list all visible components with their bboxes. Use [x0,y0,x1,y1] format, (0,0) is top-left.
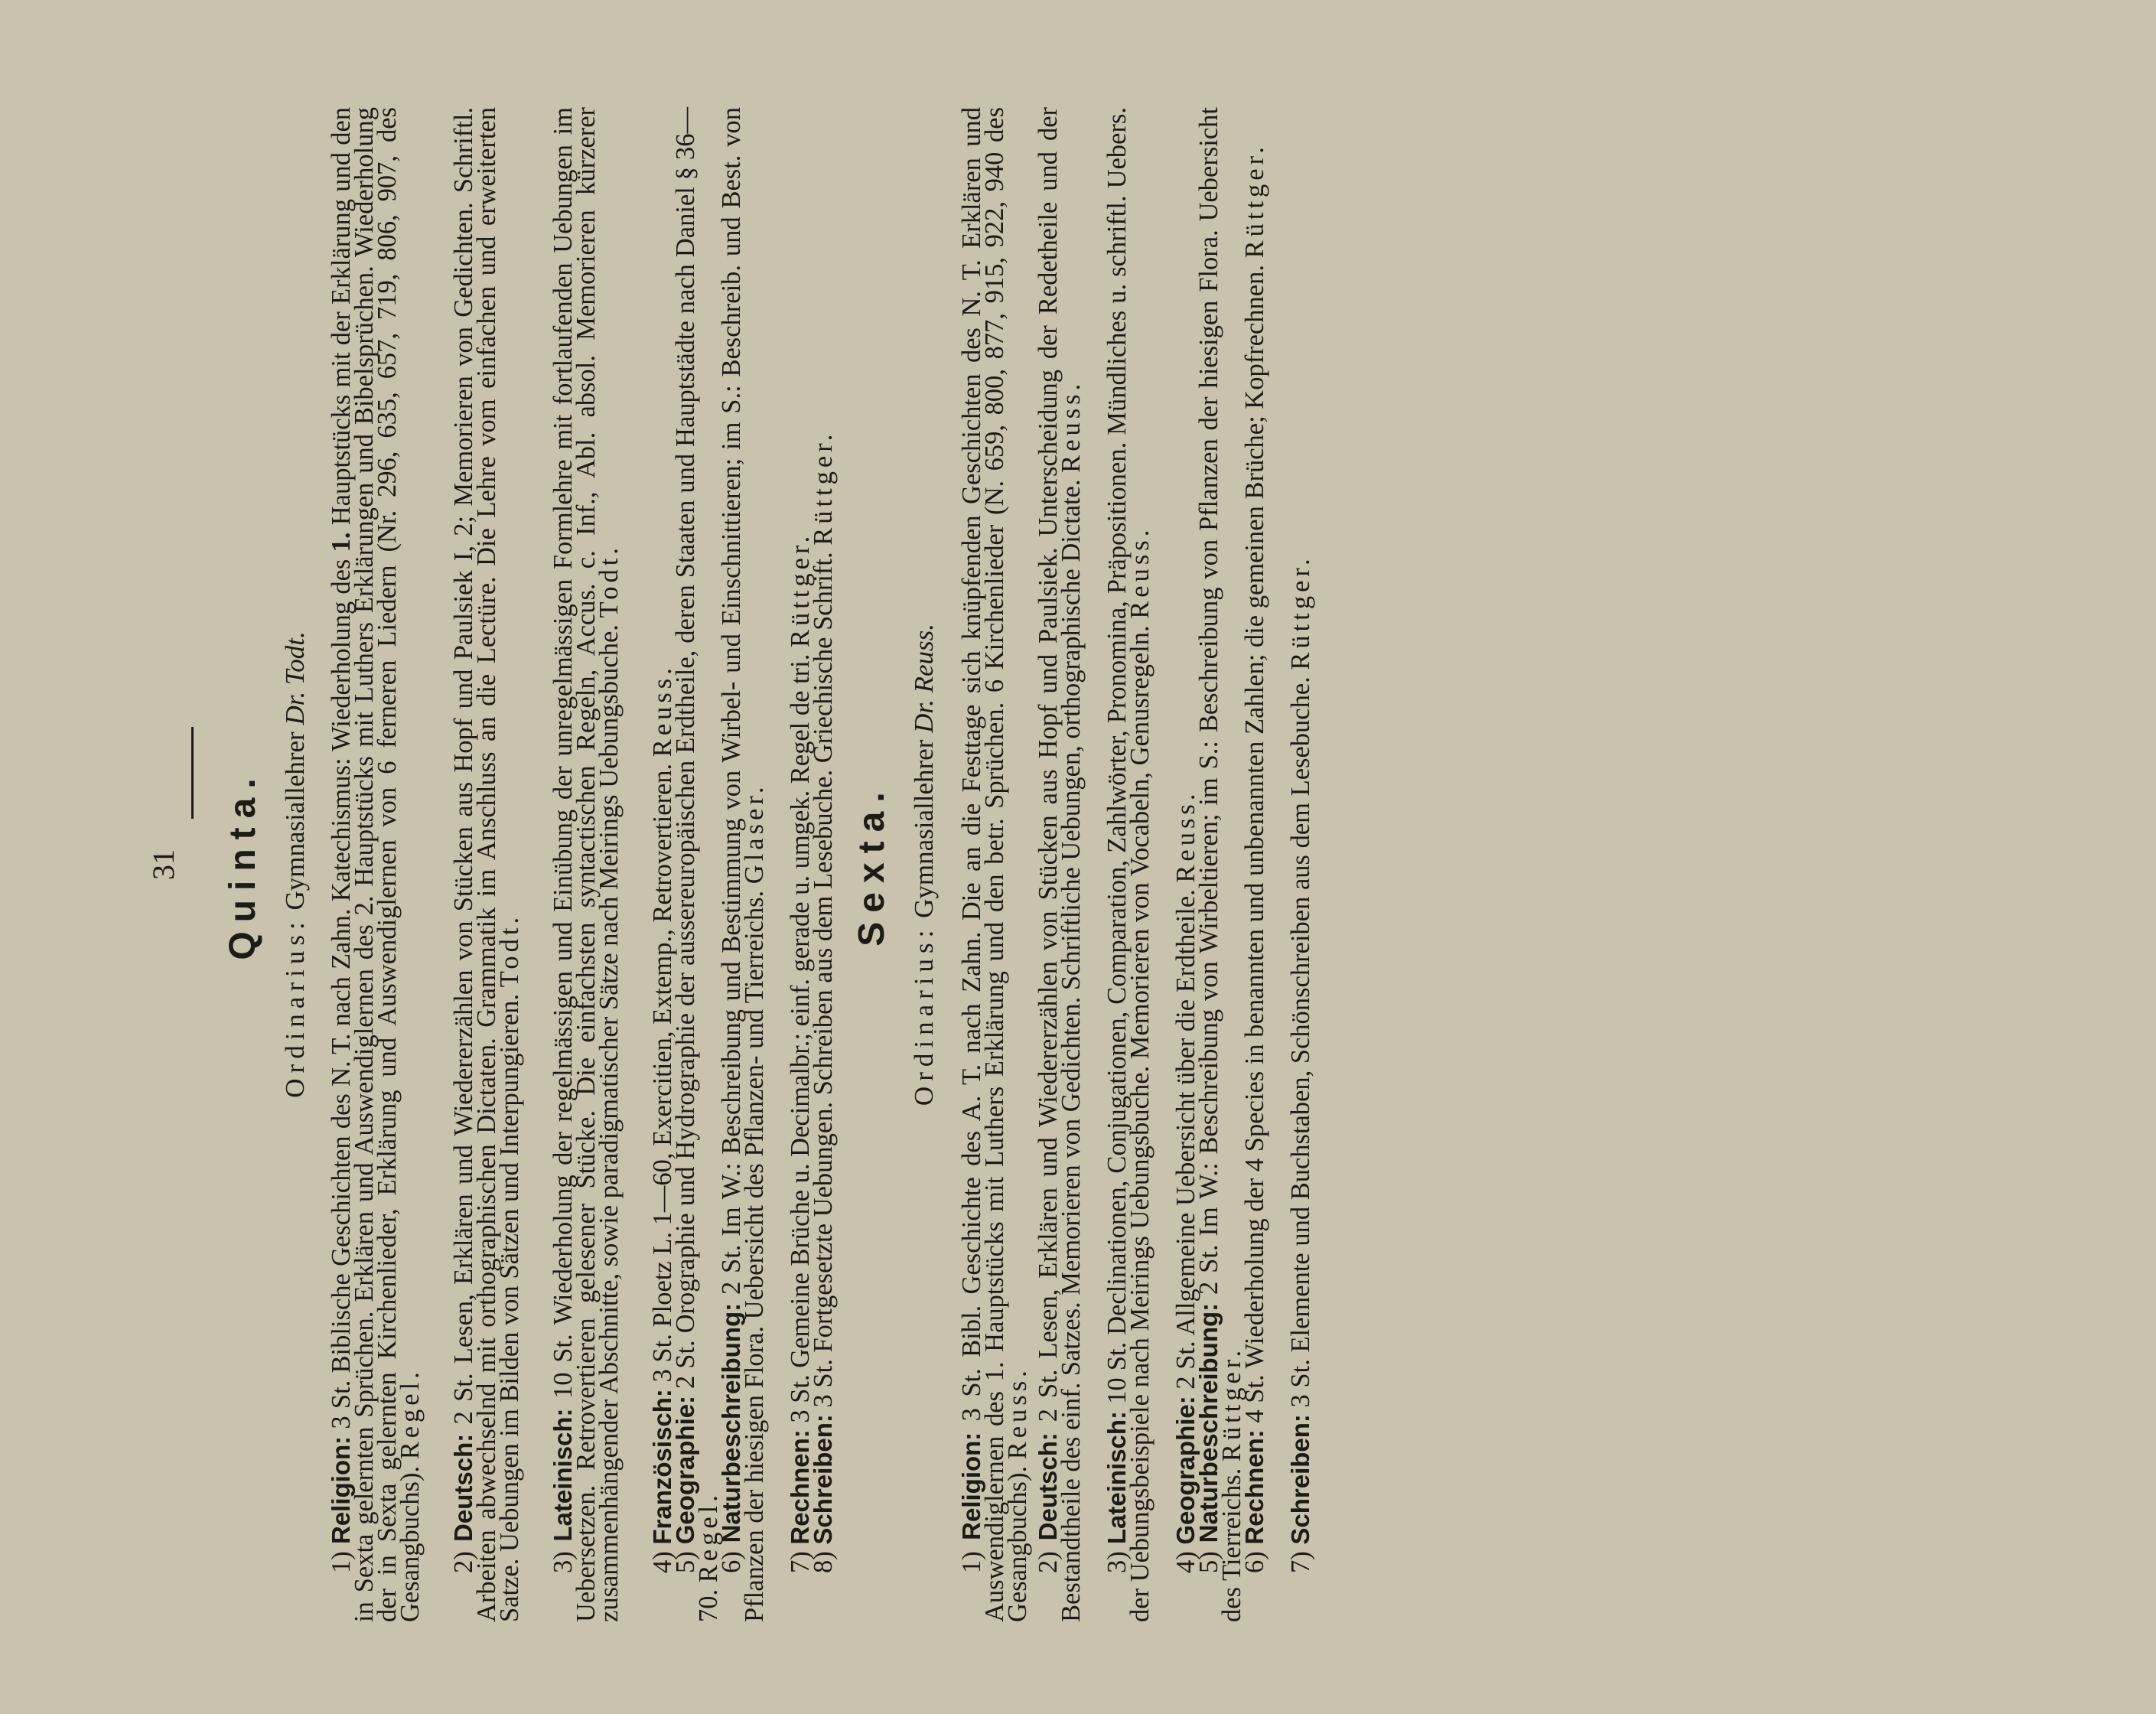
subject-label: Lateinisch: [1102,1410,1131,1545]
ordinarius-title: Gymnasiallehrer [909,739,939,918]
quinta-item-religion: 1) Religion: 3 St. Biblische Geschichten des N. T. nach Zahn. Katechismus: Wiederholung des 1. Hauptstücks mit der Erklärung und den in Sexta gelernten Sprüchen. Erklären und Auswendiglernen des 2. Hauptstücks mit Luthers Erklärungen und Bibelsprüchen. Wiederholung der in Sexta gelernten Kirchenlieder, Erklärung und Auswendiglernen von 6 ferneren Liedern (Nr. 296, 635, 657, 719, 806, 907, des Gesangbuchs). Regel. [326,106,425,1622]
ordinarius-label: Ordinarius: [280,917,310,1098]
sexta-item-rechnen: 6) Rechnen: 4 St. Wiederholung der 4 Species in benannten und unbenannten Zahlen; die gemeinen Brüche; Kopfrechnen. Rüttger. [1239,143,1269,1573]
teacher-name: Regel. [693,1491,723,1583]
ordinarius-name: Dr. Reuss. [909,623,939,733]
subject-label: Rechnen: [1239,1429,1269,1545]
sexta-item-deutsch: 2) Deutsch: 2 St. Lesen, Erklären und Wiedererzählen von Stücken aus Hopf und Paulsiek. Unterscheidung der Redetheile und der Bestandtheile des einf. Satzes. Memorieren von Gedichten. Schriftliche Uebungen, orthographische Dictate. Reuss. [1033,106,1086,1622]
ordinarius-line-quinta [280,107,311,1622]
quinta-item-naturbeschreibung: 6) Naturbeschreibung: 2 St. Im W.: Beschreibung und Bestimmung von Wirbel- und Einschnittieren; im S.: Beschreib. und Best. von Pflanzen der hiesigen Flora. Uebersicht des Pflanzen- und Tierreichs. Glaser. [716,107,769,1622]
teacher-name: Rüttger. [785,532,815,648]
rotated-page-content [145,107,1997,1622]
teacher-name: Reuss. [1125,526,1155,619]
subject-label: Geographie: [670,1395,699,1545]
quinta-item-schreiben: 8) Schreiben: 3 St. Fortgesetzte Uebungen. Schreiben aus dem Lesebuche. Griechische Schrift. Rüttger. [808,430,838,1573]
subject-label: Deutsch: [448,1433,477,1542]
quinta-item-rechnen: 7) Rechnen: 3 St. Gemeine Brüche u. Decimalbr.; einf. gerade u. umgek. Regel de tri. Rüttger. [785,532,815,1573]
quinta-item-lateinisch: 3) Lateinisch: 10 St. Wiederholung der regelmässigen und Einübung der unregelmässigen Formlehre mit fortlaufenden Uebungen im Uebersetzen. Retrovertieren gelesener Stücke. Die einfachsten syntactischen Regeln, Accus. c. Inf., Abl. absol. Memorieren kürzerer zusammenhängender Abschnitte, sowie paradigmatischer Sätze nach Meirings Uebungsbuche. Todt. [548,107,624,1622]
subject-label: Naturbeschreibung: [1194,1302,1223,1543]
subject-label: Französisch: [647,1389,676,1545]
subject-label: Religion: [956,1432,985,1540]
teacher-name: Reuss. [1002,1367,1032,1460]
sexta-item-schreiben: 7) Schreiben: 3 St. Elemente und Buchstaben, Schönschreiben aus dem Lesebuche. Rüttger. [1285,555,1315,1573]
quinta-item-franzoesisch: 4) Französisch: 3 St. Ploetz L. 1—60, Exercitien, Extemp., Retrovertieren. Reuss. [647,664,677,1573]
ordinarius-title: Gymnasiallehrer [280,732,310,911]
page-number: 31 [146,849,181,880]
teacher-name: Glaser. [739,783,769,885]
teacher-name: Rüttger. [1285,555,1315,670]
subject-label: Schreiben: [1285,1414,1314,1545]
ordinarius-label: Ordinarius: [909,924,939,1106]
quinta-item-deutsch: 2) Deutsch: 2 St. Lesen, Erklären und Wiedererzählen von Stücken aus Hopf und Paulsiek I, 2; Memorieren von Gedichten. Schriftl. Arbeiten abwechselnd mit orthographischen Dictaten. Grammatik im Anschluss an die Lectüre. Die Lehre vom einfachen und erweiterten Satze. Uebungen im Bilden von Sätzen und Interpungieren. Todt. [448,106,524,1622]
teacher-name: Reuss. [647,664,677,758]
sexta-item-geographie: 4) Geographie: 2 St. Allgemeine Uebersicht über die Erdtheile. Reuss. [1171,790,1200,1573]
teacher-name: Rüttger. [1216,1346,1246,1462]
teacher-name: Reuss. [1056,380,1086,473]
subject-label: Lateinisch: [548,1408,577,1542]
teacher-name: Regel. [395,1368,425,1460]
teacher-name: Reuss. [1171,790,1200,883]
subject-label: Geographie: [1171,1396,1200,1545]
section-heading-sexta: Sexta. [852,783,892,947]
subject-label: Schreiben: [808,1414,837,1545]
quinta-item-geographie: 5) Geographie: 2 St. Orographie und Hydrographie der aussereuropäischen Erdtheile, deren Staaten und Hauptstädte nach Daniel § 36—70. Regel. [670,106,723,1622]
teacher-name: Rüttger. [808,430,838,546]
page-number-rule [191,727,194,819]
teacher-name: Todt. [594,544,624,618]
subject-label: Religion: [326,1435,355,1544]
subject-label: Deutsch: [1033,1432,1062,1541]
sexta-item-lateinisch: 3) Lateinisch: 10 St. Declinationen, Conjugationen, Comparation, Zahlwörter, Pronomina, Präpositionen. Mündliches u. schriftl. Uebers. der Uebungsbeispiele nach Meirings Uebungsbuche. Memorieren von Vocabeln, Genusregeln. Reuss. [1102,106,1155,1622]
sexta-item-religion: 1) Religion: 3 St. Bibl. Geschichte des A. T. nach Zahn. Die an die Festtage sich knüpfenden Geschichten des N. T. Erklären und Auswendiglernen des 1. Hauptstücks mit Luthers Erklärung und den betr. Sprüchen. 6 Kirchenlieder (N. 659, 800, 877, 915, 922, 940 des Gesangbuchs). Reuss. [956,106,1032,1622]
subject-label: Rechnen: [785,1429,814,1545]
subject-label: Naturbeschreibung: [716,1302,745,1543]
sexta-item-naturbeschreibung: 5) Naturbeschreibung: 2 St. Im W.: Beschreibung von Wirbeltieren; im S.: Beschreibung von Pflanzen der hiesigen Flora. Uebersicht des Tierreichs. Rüttger. [1194,106,1246,1622]
teacher-name: Todt. [494,913,524,988]
ordinarius-name: Dr. Todt. [280,631,310,725]
teacher-name: Rüttger. [1239,143,1269,259]
ordinarius-line-sexta [909,107,940,1622]
section-heading-quinta: Quinta. [223,769,263,960]
